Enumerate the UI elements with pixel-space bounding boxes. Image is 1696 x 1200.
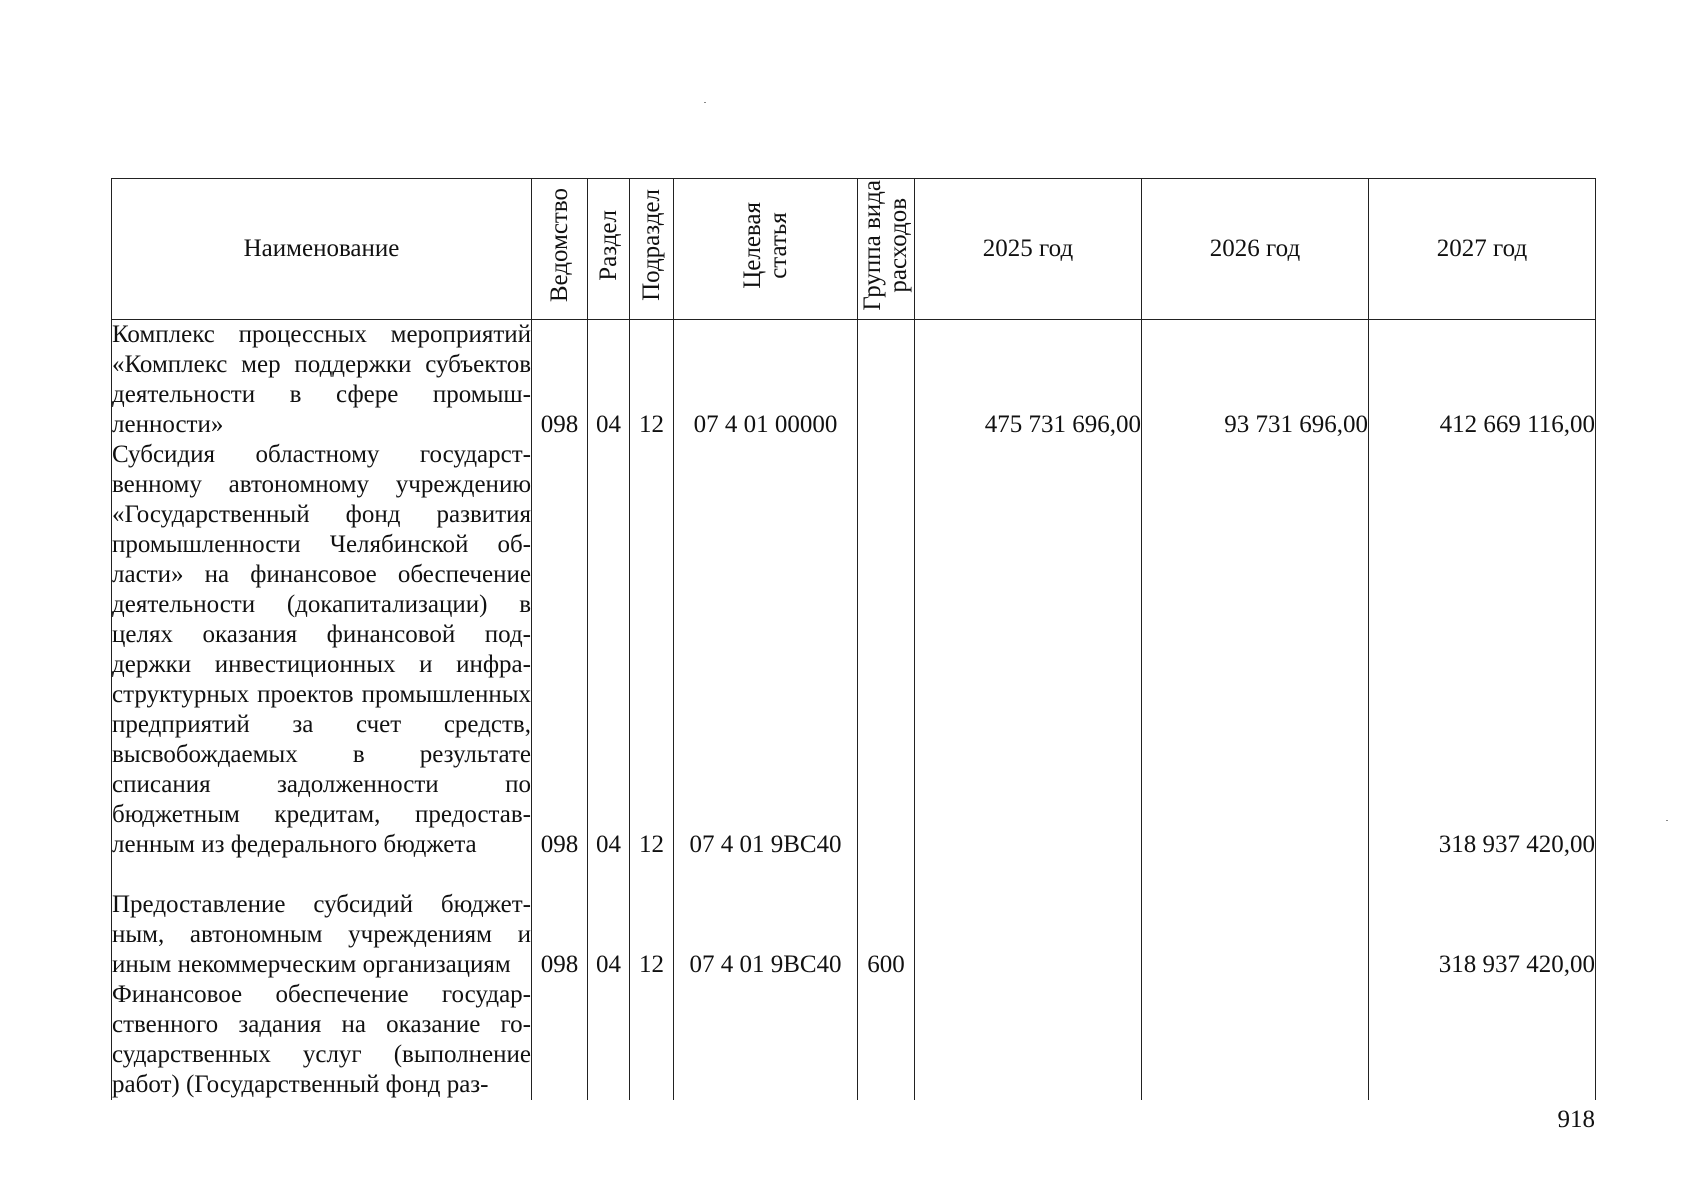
row-gruppa (858, 980, 915, 1100)
header-vedomstvo (532, 179, 588, 320)
row-name: Предоставление субсидий бюджетным, автономным учреждениям и иным некоммерческим организациям (112, 860, 532, 980)
header-2026 (1142, 179, 1369, 320)
row-vedomstvo: 098 (532, 320, 588, 441)
row-2025 (915, 860, 1142, 980)
row-razdel: 04 (588, 440, 630, 860)
header-vedomstvo-label: Ведомство (545, 187, 573, 303)
header-razdel-label: Раздел (594, 209, 622, 281)
table-row (112, 320, 1596, 441)
row-celevaya: 07 4 01 00000 (674, 320, 858, 441)
row-vedomstvo: 098 (532, 440, 588, 860)
row-2025 (915, 440, 1142, 860)
row-celevaya: 07 4 01 9ВС40 (674, 860, 858, 980)
header-celevaya-line2: статья (764, 211, 792, 279)
scan-speck (1666, 820, 1668, 821)
row-vedomstvo (532, 980, 588, 1100)
row-2027: 412 669 116,00 (1369, 320, 1596, 441)
row-gruppa: 600 (858, 860, 915, 980)
row-2027: 318 937 420,00 (1369, 440, 1596, 860)
header-razdel (588, 179, 630, 320)
row-razdel: 04 (588, 860, 630, 980)
row-2025 (915, 980, 1142, 1100)
row-celevaya: 07 4 01 9ВС40 (674, 440, 858, 860)
row-podrazdel (630, 980, 674, 1100)
row-name: Финансовое обеспечение государственного задания на оказание государственных услуг (выполнение работ) (Государственный фонд раз- (112, 981, 531, 1098)
row-2026 (1142, 440, 1369, 860)
table-row (112, 440, 1596, 860)
budget-table (111, 178, 1596, 1100)
scan-speck (704, 102, 706, 103)
row-2027 (1369, 980, 1596, 1100)
row-razdel (588, 980, 630, 1100)
header-celevaya (674, 179, 858, 320)
row-vedomstvo: 098 (532, 860, 588, 980)
row-celevaya (674, 980, 858, 1100)
row-2026: 93 731 696,00 (1142, 320, 1369, 441)
header-gruppa-label (860, 180, 912, 311)
header-name-label: Наименование (243, 235, 400, 262)
header-2025-label: 2025 год (982, 235, 1074, 262)
header-celevaya-label (740, 202, 792, 289)
row-2026 (1142, 980, 1369, 1100)
header-name (112, 179, 532, 320)
header-gruppa-line2: расходов (885, 197, 912, 293)
row-podrazdel: 12 (630, 440, 674, 860)
row-gruppa (858, 440, 915, 860)
table-row (112, 980, 1596, 1100)
header-podrazdel (630, 179, 674, 320)
header-celevaya-line1: Целевая (738, 201, 766, 289)
row-name: Субсидия областному государственному автономному учреждению «Государственный фонд развития промышленности Челябинской области» на финансовое обеспечение деятельности (докапитализации) в целях оказания финансовой поддержки инвестиционных и инфраструктурных проектов промышленных предприятий за счет средств, высвобождаемых в результате списания задолженности по бюджетным кредитам, предоставленным из федерального бюджета (112, 441, 531, 858)
table-row (112, 860, 1596, 980)
row-podrazdel: 12 (630, 320, 674, 441)
row-2025: 475 731 696,00 (915, 320, 1142, 441)
row-2026 (1142, 860, 1369, 980)
header-podrazdel-label: Подраздел (637, 189, 665, 301)
row-razdel: 04 (588, 320, 630, 441)
header-2026-label: 2026 год (1209, 235, 1301, 262)
header-gruppa (858, 179, 915, 320)
row-podrazdel: 12 (630, 860, 674, 980)
header-2025 (915, 179, 1142, 320)
row-gruppa (858, 320, 915, 441)
table-header-row (112, 179, 1596, 320)
header-gruppa-line1: Группа вида (859, 179, 886, 311)
row-2027: 318 937 420,00 (1369, 860, 1596, 980)
row-name: Комплекс процессных мероприятий «Комплекс мер поддержки субъектов деятельности в сфере промышленности» (112, 321, 531, 438)
page-number: 918 (1557, 1106, 1595, 1133)
header-2027-label: 2027 год (1436, 235, 1528, 262)
header-2027 (1369, 179, 1596, 320)
